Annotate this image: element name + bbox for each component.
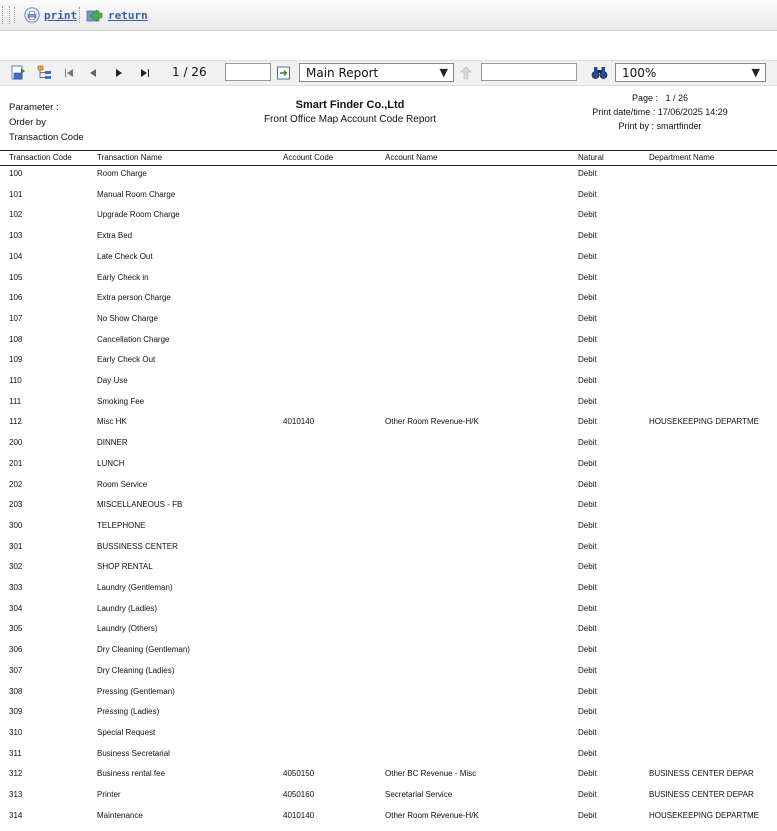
group-tree-icon [37,65,53,81]
printer-icon [24,7,40,23]
transaction-code-cell: 106 [9,293,23,303]
transaction-code-cell: 309 [9,707,23,717]
transaction-code-cell: 307 [9,665,23,675]
account-name-cell: Secretarial Service [385,790,453,799]
table-row [0,351,777,371]
report-title-block [230,99,470,125]
column-header-transaction-name: Transaction Name [97,153,163,162]
transaction-name-cell: Dry Cleaning (Gentleman) [97,645,190,655]
report-viewer-toolbar [0,60,777,86]
binoculars-icon [591,66,608,80]
table-row [0,455,777,475]
last-page-button[interactable] [138,63,152,83]
transaction-code-cell: 102 [9,210,23,220]
natural-cell: Debit [578,169,597,178]
transaction-code-cell: 306 [9,645,23,655]
transaction-name-cell: BUSSINESS CENTER [97,541,178,551]
transaction-name-cell: Pressing (Ladies) [97,707,160,717]
account-code-cell: 4010140 [283,810,315,820]
natural-cell: Debit [578,272,597,282]
company-name: Smart Finder Co.,Ltd [295,99,405,111]
transaction-code-cell: 202 [9,479,23,489]
natural-cell: Debit [578,231,597,241]
table-row [0,269,777,289]
print-by: Print by : smartfinder [618,121,702,131]
transaction-name-cell: Misc HK [97,417,127,427]
table-row [0,745,777,765]
transaction-name-cell: SHOP RENTAL [97,562,153,572]
transaction-name-cell: Upgrade Room Charge [97,210,180,220]
transaction-name-cell: Dry Cleaning (Ladies) [97,665,175,675]
table-row [0,641,777,661]
natural-cell: Debit [578,665,597,675]
table-row [0,620,777,640]
report-parameters [9,100,84,145]
transaction-code-cell: 310 [9,727,23,737]
account-code-cell: 4010140 [283,417,315,427]
transaction-code-cell: 308 [9,686,23,696]
table-row [0,558,777,578]
transaction-name-cell: Business rental fee [97,769,166,779]
department-name-cell: BUSINESS CENTER DEPAR [649,769,754,779]
natural-cell: Debit [578,603,597,613]
toggle-group-tree-button[interactable] [36,63,54,83]
natural-cell: Debit [578,686,597,696]
search-button[interactable] [589,63,609,83]
transaction-code-cell: 301 [9,541,23,551]
transaction-name-cell: Business Secretarial [97,748,170,758]
natural-cell: Debit [578,313,597,323]
table-row [0,310,777,330]
natural-cell: Debit [578,769,597,779]
table-row [0,579,777,599]
transaction-code-cell: 112 [9,417,22,427]
next-page-button[interactable] [112,63,126,83]
natural-cell: Debit [578,396,597,406]
page-indicator: 1 / 26 [172,65,207,79]
transaction-code-cell: 109 [9,355,23,365]
arrow-up-icon [460,66,472,80]
table-row [0,372,777,392]
goto-page-button[interactable] [275,63,293,83]
table-row [0,289,777,309]
page-info [560,91,760,105]
transaction-name-cell: DINNER [97,438,128,448]
transaction-code-cell: 311 [9,748,22,758]
transaction-code-cell: 313 [9,790,23,799]
natural-cell: Debit [578,479,597,489]
transaction-code-cell: 111 [9,396,22,406]
table-row [0,807,777,827]
natural-cell: Debit [578,293,597,303]
account-name-cell: Other BC Revenue - Misc [385,769,477,779]
natural-cell: Debit [578,562,597,572]
natural-cell: Debit [578,438,597,448]
transaction-name-cell: Special Request [97,727,156,737]
print-link[interactable] [24,7,77,23]
natural-cell: Debit [578,748,597,758]
column-header-natural: Natural [578,153,604,162]
account-code-cell: 4050150 [283,769,315,779]
transaction-name-cell: TELEPHONE [97,520,146,530]
transaction-name-cell: Room Charge [97,169,147,178]
table-row [0,683,777,703]
transaction-name-cell: Late Check Out [97,251,153,261]
natural-cell: Debit [578,583,597,592]
transaction-name-cell: Room Service [97,479,148,489]
search-input[interactable] [481,63,577,81]
first-page-button[interactable] [62,63,76,83]
transaction-name-cell: Laundry (Ladies) [97,603,158,613]
natural-cell: Debit [578,810,597,820]
table-row [0,600,777,620]
table-row [0,662,777,682]
table-row [0,165,777,185]
order-by-label: Order by [9,117,46,128]
transaction-name-cell: Pressing (Gentleman) [97,686,175,696]
transaction-code-cell: 203 [9,500,23,510]
table-row [0,496,777,516]
natural-cell: Debit [578,210,597,220]
zoom-selector-value: 100% [622,65,657,80]
goto-page-input[interactable] [225,63,271,81]
natural-cell: Debit [578,251,597,261]
table-row [0,248,777,268]
transaction-code-cell: 107 [9,313,23,323]
table-row [0,724,777,744]
transaction-code-cell: 105 [9,272,23,282]
account-name-cell: Other Room Revenue-H/K [385,810,479,820]
table-row [0,517,777,537]
next-page-icon [114,68,124,78]
table-row [0,538,777,558]
transaction-name-cell: Cancellation Charge [97,334,170,344]
report-title: Front Office Map Account Code Report [263,114,437,125]
transaction-code-cell: 108 [9,334,23,344]
chevron-down-icon: ▼ [751,66,760,79]
last-page-icon [140,68,150,78]
transaction-name-cell: Manual Room Charge [97,189,176,199]
drill-up-button[interactable] [458,63,474,83]
return-label: return [108,8,148,22]
top-toolbar [0,0,777,31]
table-row [0,476,777,496]
parameter-label: Parameter : [9,102,59,113]
zoom-selector[interactable] [615,63,766,82]
report-print-info [560,91,760,133]
table-row [0,393,777,413]
natural-cell: Debit [578,790,597,799]
table-row [0,227,777,247]
natural-cell: Debit [578,707,597,717]
previous-page-icon [88,68,98,78]
transaction-code-cell: 100 [9,169,23,178]
department-name-cell: HOUSEKEEPING DEPARTME [649,417,759,427]
toolbar-separator [79,7,81,23]
page-info-label: Page : [631,93,658,103]
transaction-name-cell: Smoking Fee [97,396,145,406]
table-row [0,434,777,454]
column-header-department-name: Department Name [649,153,715,162]
transaction-code-cell: 314 [9,810,23,820]
transaction-name-cell: No Show Charge [97,313,158,323]
natural-cell: Debit [578,727,597,737]
transaction-code-cell: 110 [9,376,22,385]
print-label: print [44,8,78,22]
column-header-transaction-code: Transaction Code [9,153,72,162]
table-row [0,413,777,433]
print-datetime: Print date/time : 17/06/2025 14:29 [592,107,728,117]
table-row [0,331,777,351]
column-header-account-code: Account Code [283,153,334,162]
return-link[interactable] [86,7,148,23]
natural-cell: Debit [578,500,597,510]
natural-cell: Debit [578,417,597,427]
transaction-name-cell: Early Check Out [97,355,156,365]
transaction-code-cell: 101 [9,189,23,199]
transaction-code-cell: 305 [9,624,23,634]
transaction-name-cell: Laundry (Gentleman) [97,583,173,592]
account-code-cell: 4050160 [283,790,315,799]
table-row [0,206,777,226]
toolbar-grip[interactable] [2,6,10,24]
transaction-name-cell: MISCELLANEOUS - FB [97,500,183,510]
previous-page-button[interactable] [86,63,100,83]
goto-page-icon [276,65,292,81]
first-page-icon [64,68,74,78]
transaction-name-cell: Printer [97,790,121,799]
transaction-name-cell: Extra Bed [97,231,133,241]
department-name-cell: HOUSEKEEPING DEPARTME [649,810,759,820]
transaction-code-cell: 200 [9,438,23,448]
natural-cell: Debit [578,624,597,634]
transaction-code-cell: 304 [9,603,23,613]
transaction-code-cell: 302 [9,562,23,572]
natural-cell: Debit [578,355,597,365]
natural-cell: Debit [578,645,597,655]
transaction-name-cell: Early Check in [97,272,149,282]
transaction-name-cell: Day Use [97,376,128,385]
account-name-cell: Other Room Revenue-H/K [385,417,479,427]
report-selector-value: Main Report [306,65,379,80]
report-selector[interactable] [299,63,454,82]
export-icon [10,65,26,81]
transaction-code-cell: 104 [9,251,23,261]
transaction-code-cell: 103 [9,231,23,241]
export-button[interactable] [9,63,27,83]
table-header [0,150,777,166]
return-icon [86,7,104,23]
table-row [0,786,777,806]
column-header-account-name: Account Name [385,153,438,162]
transaction-code-cell: 312 [9,769,23,779]
natural-cell: Debit [578,334,597,344]
natural-cell: Debit [578,376,597,385]
transaction-name-cell: Maintenance [97,810,143,820]
transaction-name-cell: Extra person Charge [97,293,171,303]
transaction-code-cell: 201 [9,458,23,468]
transaction-code-cell: 300 [9,520,23,530]
natural-cell: Debit [578,458,597,468]
natural-cell: Debit [578,189,597,199]
natural-cell: Debit [578,520,597,530]
table-row [0,703,777,723]
order-by-value: Transaction Code [9,132,84,143]
toolbar-separator [14,7,16,23]
table-row [0,765,777,785]
department-name-cell: BUSINESS CENTER DEPAR [649,790,754,799]
natural-cell: Debit [578,541,597,551]
table-row [0,186,777,206]
transaction-code-cell: 303 [9,583,23,592]
page-info-value: 1 / 26 [665,93,689,103]
transaction-name-cell: LUNCH [97,458,125,468]
transaction-name-cell: Laundry (Others) [97,624,158,634]
chevron-down-icon: ▼ [439,66,448,79]
